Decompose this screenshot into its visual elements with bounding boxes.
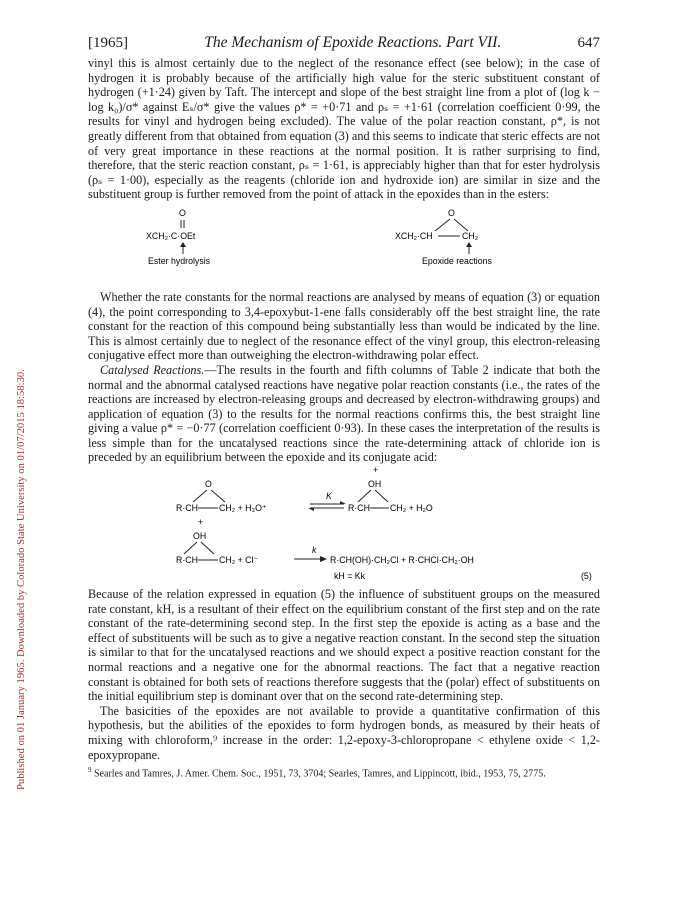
eq1-left-formula: R·CH xyxy=(176,503,198,514)
eq2-rate-relation: kH = Kk xyxy=(334,571,366,582)
eq1-left-bond-a xyxy=(193,490,207,502)
section-heading-catalysed: Catalysed Reactions. xyxy=(100,362,205,377)
running-header xyxy=(88,34,600,56)
eq2-left-ch2: CH₂ + Cl⁻ xyxy=(219,555,259,566)
epoxide-oxygen: O xyxy=(448,207,455,218)
footnote-text: Searles and Tamres, J. Amer. Chem. Soc., 1951, 73, 3704; Searles, Tamres, and Lippincott, ibid., 1953, 75, 2775. xyxy=(94,768,546,780)
eq1-right-bond-a xyxy=(358,490,371,502)
eq1-forward-head xyxy=(340,501,346,504)
footnote-marker: 9 xyxy=(88,766,92,775)
eq2-left-formula: R·CH xyxy=(176,555,198,566)
eq1-right-bond-b xyxy=(375,490,388,502)
equation-number: (5) xyxy=(581,571,592,582)
eq1-left-ch2: CH₂ + H₃O⁺ xyxy=(219,503,267,514)
header-title: The Mechanism of Epoxide Reactions. Part VII. xyxy=(204,34,502,51)
eq2-constant: k xyxy=(312,545,317,556)
eq1-constant: K xyxy=(326,491,332,502)
eq1-plus-charge: + xyxy=(373,465,379,476)
ester-label: Ester hydrolysis xyxy=(148,255,211,266)
ester-formula: XCH₂·C·OEt xyxy=(146,230,196,241)
header-year: [1965] xyxy=(88,35,128,51)
ester-arrow-head xyxy=(180,242,186,247)
paragraph-3 xyxy=(88,363,600,465)
eq2-products: R·CH(OH)·CH₂Cl + R·CHCl·CH₂·OH xyxy=(330,555,474,566)
epoxide-formula-right: CH₂ xyxy=(462,230,479,241)
eq1-right-ch2: CH₂ + H₂O xyxy=(390,503,433,514)
footnote xyxy=(88,764,600,780)
eq2-arrow-head xyxy=(320,556,327,562)
epoxide-arrow-head xyxy=(466,242,472,247)
structures-figure xyxy=(88,202,600,290)
epoxide-formula-left: XCH₂·CH xyxy=(395,230,433,241)
download-watermark-text: Published on 01 January 1965. Downloaded by Colorado State University on 01/07/2015 18:58:30. xyxy=(16,369,27,790)
eq2-left-bond-a xyxy=(184,542,197,554)
eq2-plus-charge: + xyxy=(198,517,204,528)
epoxide-label: Epoxide reactions xyxy=(422,255,492,266)
paragraph-5: The basicities of the epoxides are not available to provide a quantitative confirmation of this hypothesis, but the abilities of the epoxides to form hydrogen bonds, as measured by their heats of mixing with chloroform,⁹ increase in the order: 1,2-epoxy-3-chloropropane < ethylene oxide < 1,2-epoxypropane. xyxy=(88,703,600,762)
eq1-hydroxonium: OH xyxy=(368,479,382,490)
epoxide-bond-left xyxy=(435,219,450,231)
equations-figure xyxy=(88,465,600,587)
ester-oxygen: O xyxy=(179,207,186,218)
paragraph-1: vinyl this is almost certainly due to the neglect of the resonance effect (see below); in the case of hydrogen it is probably because of the artificially high value for the steric substituent constant of hydrogen (+1·24) given by Taft. The intercept and slope of the best straight line from a plot of (log k − log k₀)/σ* against Eₛ/σ* give the values ρ* = +0·71 and ρₛ = +1·61 (correlation coefficient 0·99, the results for vinyl and hydrogen being excluded). The value of the polar reaction constant, ρ*, is not greatly different from that obtained from equation (3) and this seems to indicate that steric effects are not of very great importance in these reactions at the normal position. It is rather surprising to find, therefore, that the steric reaction constant, ρₛ = 1·61, is appreciably higher than that for ester hydrolysis (ρₛ = 1·00), especially as the reagents (chloride ion and hydroxide ion) are similar in size and the substituent group is further removed from the point of attack in the epoxides than in the esters: xyxy=(88,56,600,202)
eq1-right-formula: R·CH xyxy=(348,503,370,514)
eq1-left-bond-b xyxy=(211,490,225,502)
eq2-hydroxonium: OH xyxy=(193,531,207,542)
epoxide-bond-right xyxy=(454,219,468,231)
eq1-oxygen: O xyxy=(205,479,212,490)
paragraph-4: Because of the relation expressed in equation (5) the influence of substituent groups on the measured rate constant, kH, is a resultant of their effect on the equilibrium constant of the first step and on the rate constant of the rate-determining second step. In the first step the epoxide is acting as a base and the effect of substituents will be such as to give a negative reaction constant. In the second step the situation is similar to that for the uncatalysed reactions and we should expect a positive reaction constant for the normal reactions and a negative one for the abnormal reactions. The fact that a negative reaction constant is obtained for both sets of reactions therefore suggests that the (polar) effect of substituents on the initial equilibrium step is dominant over that on the second rate-determining step. xyxy=(88,587,600,704)
paragraph-2: Whether the rate constants for the normal reactions are analysed by means of equation (3) or equation (4), the point corresponding to 3,4-epoxybut-1-ene falls considerably off the best straight line, the rate constant for the reaction of this compound being substantially less than would be indicated by the line. This is almost certainly due to neglect of the resonance effect of the vinyl group, this electron-releasing conjugative effect more than outweighing the electron-withdrawing polar effect. xyxy=(88,289,600,363)
ester-epoxide-structures xyxy=(88,202,600,290)
journal-page xyxy=(88,34,600,781)
header-page-number: 647 xyxy=(577,35,600,51)
equilibrium-equations xyxy=(88,465,600,587)
eq1-reverse-head xyxy=(308,508,314,511)
paragraph-3-body: —The results in the fourth and fifth columns of Table 2 indicate that both the normal and the abnormal catalysed reactions have negative polar reaction constants (i.e., the rates of the reactions are increased by electron-releasing groups and decreased by electron-withdrawing groups) and application of equation (3) to the results for the normal reactions confirms this, the best straight line giving a value ρ* = −0·77 (correlation coefficient 0·93). In these cases the interpretation of the results is less simple than for the uncatalysed reactions since the rate-determining attack of chloride ion is preceded by an equilibrium between the epoxide and its conjugate acid: xyxy=(88,362,600,465)
download-watermark xyxy=(2,150,27,790)
eq2-left-bond-b xyxy=(201,542,214,554)
